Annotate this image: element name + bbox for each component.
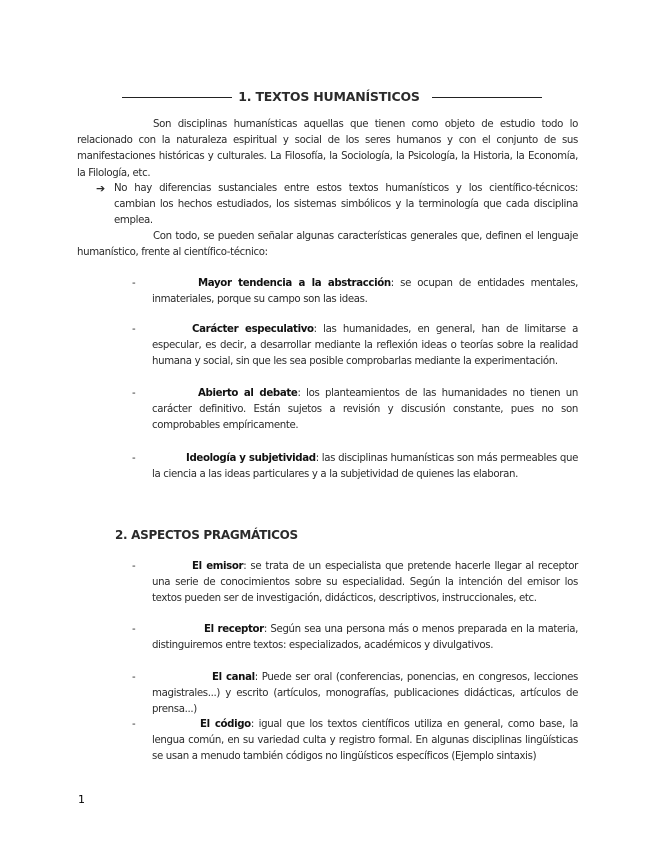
title-text: 1. TEXTOS HUMANÍSTICOS xyxy=(238,89,420,104)
pragmatic-lead: El emisor xyxy=(192,561,244,572)
page-number: 1 xyxy=(78,793,85,806)
pragmatic-item xyxy=(132,717,578,766)
pragmatic-lead: El receptor xyxy=(204,624,264,635)
dash-marker: - xyxy=(132,672,136,683)
title-rule-left xyxy=(122,97,232,98)
characteristic-item xyxy=(132,386,578,435)
characteristic-lead: Carácter especulativo xyxy=(192,324,314,335)
arrow-icon: ➔ xyxy=(96,182,105,195)
page-title xyxy=(122,89,542,104)
intro-paragraph: Son disciplinas humanísticas aquellas que tienen como objeto de estudio todo lo relacionado con la naturaleza espiritual y social de los seres humanos y con el conjunto de sus manifestaciones históricas y culturales. La Filosofía, la Sociología, la Psicología, la Historia, la Economía, la Filología, etc. xyxy=(77,119,578,179)
section-heading: 2. ASPECTOS PRAGMÁTICOS xyxy=(115,528,298,542)
pragmatic-lead: El canal xyxy=(212,672,255,683)
pragmatic-text: El emisor: se trata de un especialista que pretende hacerle llegar al receptor una serie de conocimientos sobre su especialidad. Según la intención del emisor los textos pueden ser de investigación, didácticos, descriptivos, instruccionales, etc. xyxy=(152,561,578,605)
pragmatic-lead: El código xyxy=(200,719,251,730)
characteristic-lead: Abierto al debate xyxy=(198,388,298,399)
dash-marker: - xyxy=(132,388,136,399)
general-paragraph: Con todo, se pueden señalar algunas características generales que, definen el lenguaje humanístico, frente al científico-técnico: xyxy=(77,231,578,259)
characteristic-item xyxy=(132,322,578,371)
characteristic-item xyxy=(132,276,578,308)
arrow-note xyxy=(96,181,578,230)
pragmatic-item xyxy=(132,622,578,654)
pragmatic-item xyxy=(132,670,578,719)
characteristic-text: Mayor tendencia a la abstracción: se ocupan de entidades mentales, inmateriales, porque su campo son las ideas. xyxy=(152,278,578,306)
characteristic-text: Ideología y subjetividad: las disciplinas humanísticas son más permeables que la ciencia a las ideas particulares y a la subjetividad de quienes las elaboran. xyxy=(152,453,578,481)
pragmatic-item xyxy=(132,559,578,608)
dash-marker: - xyxy=(132,719,136,730)
dash-marker: - xyxy=(132,561,136,572)
pragmatic-text: El receptor: Según sea una persona más o menos preparada en la materia, distinguiremos entre textos: especializados, académicos y divulgativos. xyxy=(152,624,578,652)
characteristic-lead: Ideología y subjetividad xyxy=(186,453,316,464)
characteristic-text: Abierto al debate: los planteamientos de las humanidades no tienen un carácter definitivo. Están sujetos a revisión y discusión constante, pues no son comprobables empíricamente. xyxy=(152,388,578,432)
characteristic-text: Carácter especulativo: las humanidades, en general, han de limitarse a especular, es decir, a desarrollar mediante la reflexión ideas o teorías sobre la realidad humana y social, sin que les sea posible comprobarlas mediante la experimentación. xyxy=(152,324,578,368)
arrow-note-text: No hay diferencias sustanciales entre estos textos humanísticos y los científico-técnicos: cambian los hechos estudiados, los sistemas simbólicos y la terminología que cada disciplina emplea. xyxy=(114,183,578,227)
dash-marker: - xyxy=(132,624,136,635)
characteristic-lead: Mayor tendencia a la abstracción xyxy=(198,278,391,289)
pragmatic-text: El canal: Puede ser oral (conferencias, ponencias, en congresos, lecciones magistrales...) y escrito (artículos, monografías, publicaciones didácticas, artículos de prensa...) xyxy=(152,672,578,716)
dash-marker: - xyxy=(132,278,136,289)
dash-marker: - xyxy=(132,324,136,335)
characteristic-item xyxy=(132,451,578,483)
pragmatic-text: El código: igual que los textos científicos utiliza en general, como base, la lengua común, en su variedad culta y registro formal. En algunas disciplinas lingüísticas se usan a menudo también códigos no lingüísticos específicos (Ejemplo sintaxis) xyxy=(152,719,578,763)
title-rule-right xyxy=(432,97,542,98)
dash-marker: - xyxy=(132,453,136,464)
